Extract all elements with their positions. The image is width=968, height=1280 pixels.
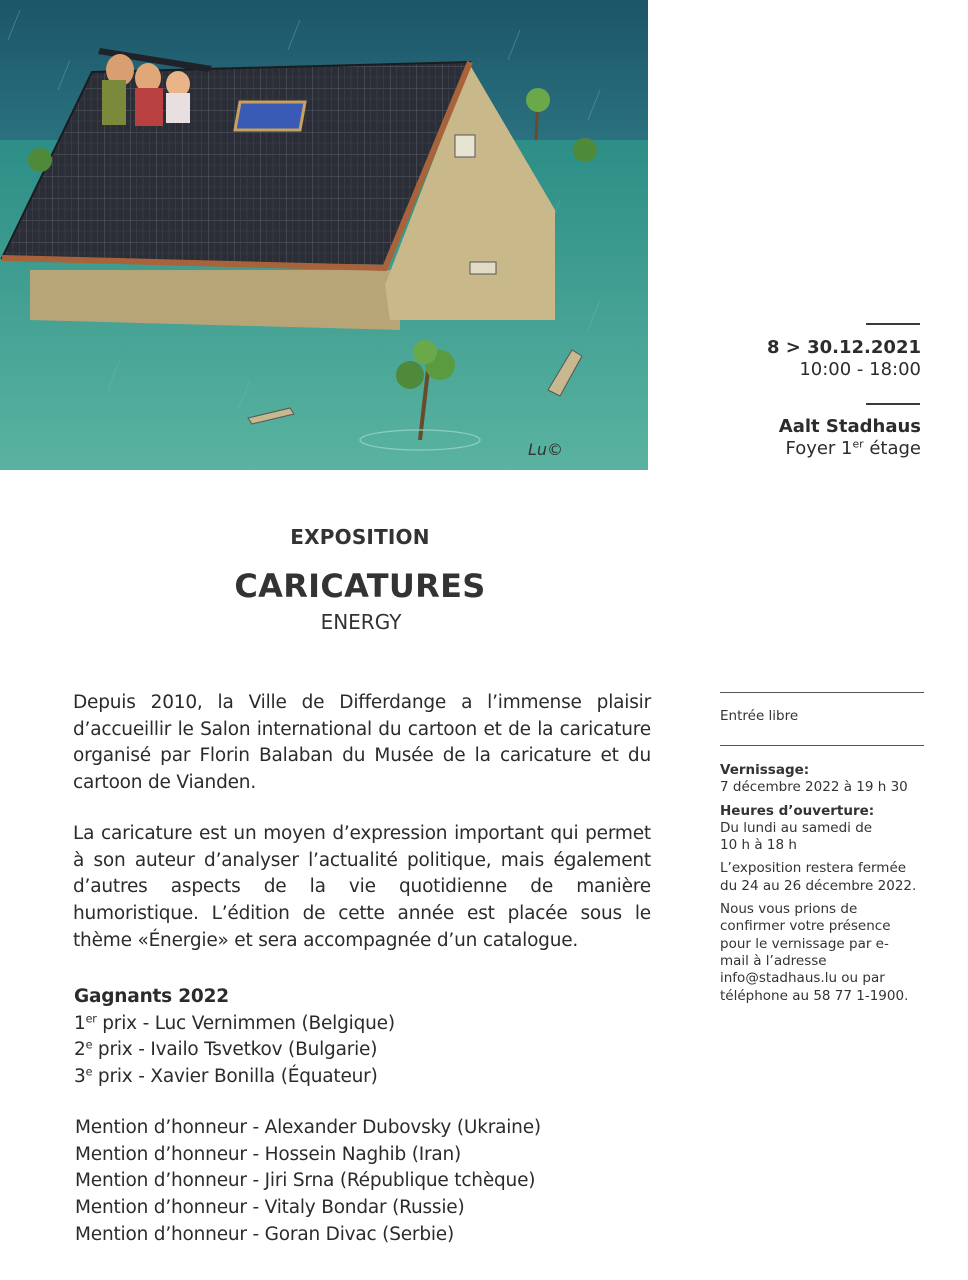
event-dates: 8 > 30.12.2021 (766, 337, 921, 358)
hours-block (720, 803, 930, 855)
theme-paragraph: La caricature est un moyen d’expression important qui permet à son auteur d’analyser l’actualité politique, mais également d’autres aspects de la vie quotidienne de manière humoristique. L’édition de cette année est placée sous le thème «Énergie» et sera accompagnée d’un catalogue. (73, 823, 651, 951)
prize-row (74, 1037, 395, 1064)
mention-row: Mention d’honneur - Alexander Dubovsky (Ukraine) (75, 1117, 541, 1138)
venue-location-main: Foyer 1 (785, 438, 853, 459)
intro-paragraph: Depuis 2010, la Ville de Differdange a l’immense plaisir d’accueillir le Salon international du cartoon et de la caricature organisé par Florin Balaban du Musée de la caricature et du cartoon de Vianden. (73, 692, 651, 794)
honorable-mentions (75, 1115, 541, 1249)
rsvp-note: Nous vous prions de confirmer votre présence pour le vernissage par e-mail à l’adresse info@stadhaus.lu ou par téléphone au 58 77 1-1900. (720, 901, 909, 1004)
page-subtitle: ENERGY (320, 610, 402, 634)
prize-text: prix - Luc Vernimmen (Belgique) (96, 1012, 395, 1034)
gable-window (455, 135, 475, 157)
bush-left (28, 148, 52, 172)
hours-value: Du lundi au samedi de 10 h à 18 h (720, 819, 873, 854)
sidebar-divider-top (720, 692, 924, 693)
venue-location (779, 438, 921, 460)
venue-name: Aalt Stadhaus (778, 416, 921, 437)
prize-num: 3 (74, 1066, 86, 1088)
illustration-svg (0, 0, 648, 470)
event-venue-block (779, 416, 921, 460)
house-side-wall (30, 270, 400, 330)
mention-row: Mention d’honneur - Jiri Srna (République tchèque) (75, 1170, 536, 1192)
hours-label: Heures d’ouverture: (720, 802, 875, 819)
mention-row: Mention d’honneur - Goran Divac (Serbie) (75, 1223, 455, 1245)
prize-sup: e (85, 1065, 93, 1079)
prize-sup: e (85, 1038, 93, 1052)
skylight (235, 102, 305, 130)
winners-list (74, 984, 395, 1091)
event-dates-block (767, 337, 921, 381)
prize-num: 2 (74, 1039, 86, 1061)
venue-location-sup: er (852, 437, 864, 451)
small-tree-crown (526, 88, 550, 112)
mention-row: Mention d’honneur - Hossein Naghib (Iran) (75, 1143, 462, 1165)
divider-dates (866, 323, 920, 325)
artist-signature: Lu© (528, 440, 564, 459)
bush-right (573, 138, 597, 162)
prize-row (74, 1064, 395, 1091)
mention-row: Mention d’honneur - Vitaly Bondar (Russie) (75, 1197, 465, 1219)
prize-sup: er (85, 1012, 97, 1026)
prize-row (74, 1011, 395, 1038)
flooded-house-illustration (0, 0, 648, 470)
prize-text: prix - Ivailo Tsvetkov (Bulgarie) (92, 1039, 378, 1061)
divider-venue (866, 403, 920, 405)
prize-num: 1 (74, 1012, 86, 1034)
practical-info (720, 762, 930, 1011)
vernissage-label: Vernissage: (720, 762, 810, 778)
page-title: CARICATURES (234, 567, 486, 605)
winners-heading: Gagnants 2022 (74, 986, 229, 1007)
venue-location-tail: étage (863, 438, 921, 459)
event-hours: 10:00 - 18:00 (799, 359, 921, 380)
vernissage-block (720, 762, 930, 797)
vernissage-value: 7 décembre 2022 à 19 h 30 (720, 779, 908, 796)
prize-text: prix - Xavier Bonilla (Équateur) (92, 1066, 378, 1088)
basement-window (470, 262, 496, 274)
entry-info: Entrée libre (720, 708, 799, 724)
sidebar-divider-bottom (720, 745, 924, 746)
kicker: EXPOSITION (290, 525, 430, 549)
closure-note: L’exposition restera fermée du 24 au 26 décembre 2022. (720, 860, 917, 894)
